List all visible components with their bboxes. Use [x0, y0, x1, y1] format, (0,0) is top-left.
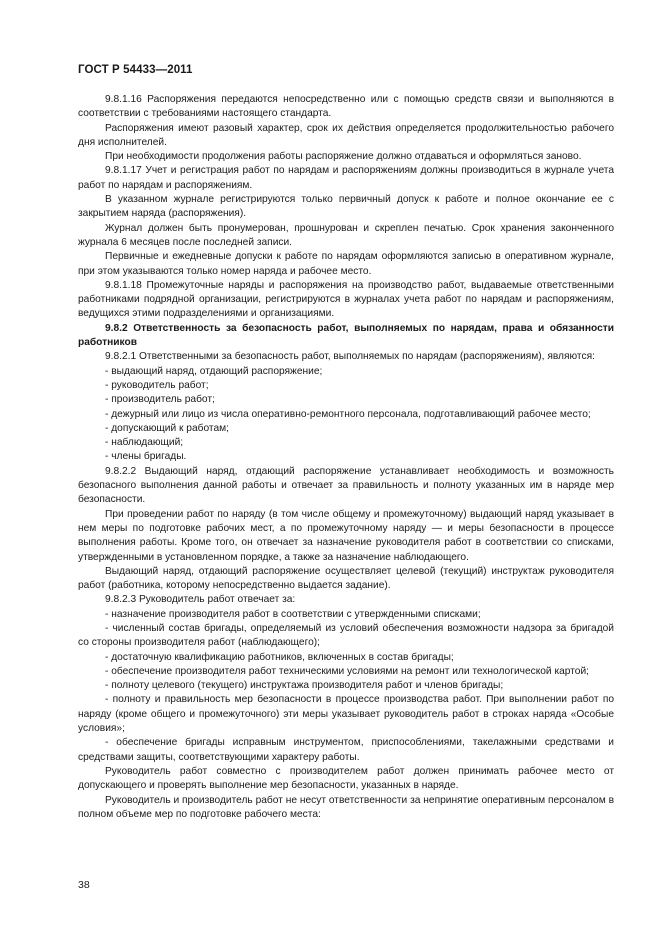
page-number: 38	[78, 879, 90, 891]
document-header: ГОСТ Р 54433—2011	[78, 64, 193, 76]
paragraph: Распоряжения имеют разовый характер, срок их действия определяется продолжительностью рабочего дня исполнителей.	[78, 122, 614, 148]
paragraph: - дежурный или лицо из числа оперативно-ремонтного персонала, подготавливающий рабочее место;	[105, 408, 591, 420]
paragraph: - полноту и правильность мер безопасности в процессе производства работ. При выполнении работ по наряду (кроме общего и промежуточного) эти меры указывает руководитель работ в строках наряда «Особые условия»;	[78, 694, 614, 735]
section-heading: 9.8.2 Ответственность за безопасность работ, выполняемых по нарядам, права и обязанности работников	[78, 322, 614, 349]
paragraph: - выдающий наряд, отдающий распоряжение;	[105, 365, 323, 377]
paragraph: - наблюдающий;	[105, 437, 184, 449]
paragraph: 9.8.2.1 Ответственными за безопасность работ, выполняемых по нарядам (распоряжениям), являются:	[105, 351, 595, 363]
paragraph: 9.8.2.3 Руководитель работ отвечает за:	[105, 594, 296, 606]
paragraph: - обеспечение бригады исправным инструментом, приспособлениями, такелажными средствами и средствами защиты, соответствующими характеру работы.	[78, 737, 614, 763]
paragraph: Выдающий наряд, отдающий распоряжение осуществляет целевой (текущий) инструктаж руководителя работ (работника, которому непосредственно выдается задание).	[78, 565, 614, 592]
paragraph: При необходимости продолжения работы распоряжение должно отдаваться и оформляться заново.	[105, 151, 582, 163]
paragraph: - обеспечение производителя работ техническими условиями на ремонт или технологической картой;	[105, 665, 589, 677]
paragraph: Журнал должен быть пронумерован, прошнурован и скреплен печатью. Срок хранения законченного журнала 6 месяцев после последней записи.	[78, 222, 614, 248]
paragraph: Руководитель работ совместно с производителем работ должен принимать рабочее место от допускающего и проверять выполнение мер безопасности, указанных в наряде.	[78, 765, 614, 792]
paragraph: - допускающий к работам;	[105, 422, 229, 434]
paragraph: Первичные и ежедневные допуски к работе по нарядам оформляются записью в оперативном журнале, при этом указываются только номер наряда и рабочее место.	[78, 251, 614, 277]
paragraph: - назначение производителя работ в соответствии с утвержденными списками;	[105, 608, 481, 620]
paragraph: - полноту целевого (текущего) инструктажа производителя работ и членов бригады;	[105, 680, 504, 692]
paragraph: 9.8.1.17 Учет и регистрация работ по нарядам и распоряжениям должны производиться в журнале учета работ по нарядам и распоряжениям.	[78, 165, 614, 191]
paragraph: - производитель работ;	[105, 394, 215, 406]
paragraph: - члены бригады.	[105, 451, 187, 463]
paragraph: 9.8.2.2 Выдающий наряд, отдающий распоряжение устанавливает необходимость и возможность безопасного выполнения данной работы и отвечает за правильность и полноту указанных им в наряде мер безопасности.	[78, 465, 614, 506]
paragraph: Руководитель и производитель работ не несут ответственности за непринятие оперативным персоналом в полном объеме мер по подготовке рабочего места:	[78, 794, 614, 820]
paragraph: 9.8.1.16 Распоряжения передаются непосредственно или с помощью средств связи и выполняются в соответствии с требованиями настоящего стандарта.	[78, 94, 614, 120]
paragraph: При проведении работ по наряду (в том числе общему и промежуточному) выдающий наряд указывает в нем меры по подготовке рабочих мест, а по промежуточному наряду — и меры безопасности в процессе выполнения работы. Кроме того, он отвечает за назначение руководителя работ в соответствии со списками, утвержденными в установленном порядке, а также за назначение наблюдающего.	[78, 508, 614, 563]
paragraph: В указанном журнале регистрируются только первичный допуск к работе и полное окончание ее с закрытием наряда (распоряжения).	[78, 194, 614, 220]
paragraph: - достаточную квалификацию работников, включенных в состав бригады;	[105, 651, 454, 663]
paragraph: 9.8.1.18 Промежуточные наряды и распоряжения на производство работ, выдаваемые ответственными работниками подрядной организации, регистрируются в журналах учета работ по нарядам и распоряжениям, ведущихся этими подразделениями и организациями.	[78, 279, 614, 320]
document-body	[78, 93, 614, 822]
paragraph: - руководитель работ;	[105, 379, 209, 391]
paragraph: - численный состав бригады, определяемый из условий обеспечения возможности надзора за бригадой со стороны производителя работ (наблюдающего);	[78, 622, 614, 649]
